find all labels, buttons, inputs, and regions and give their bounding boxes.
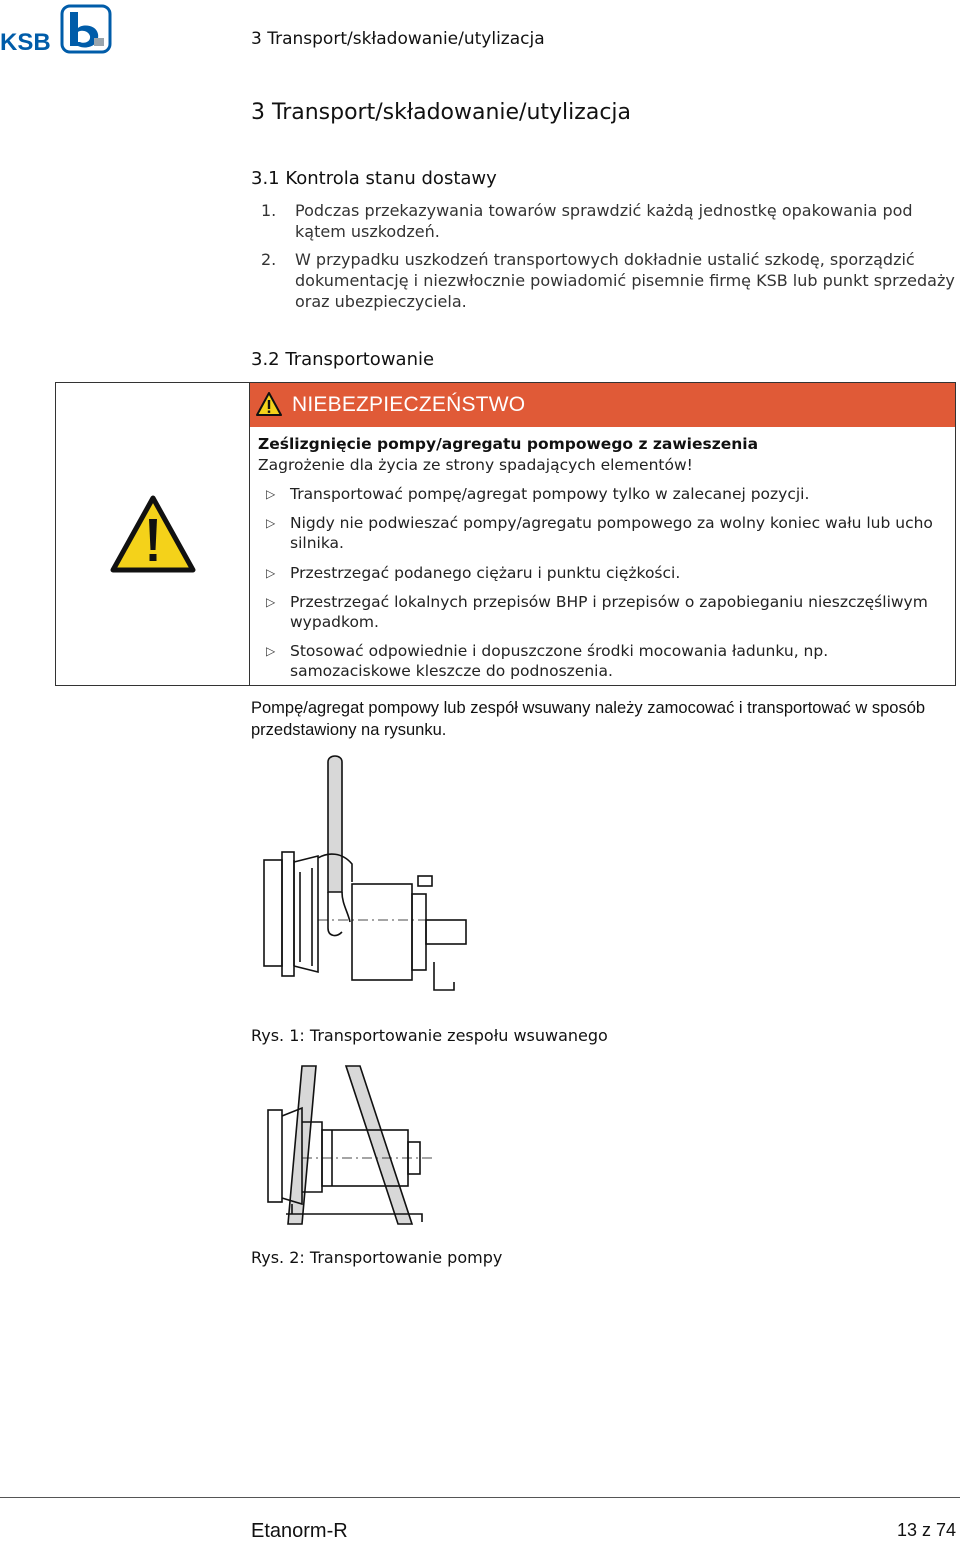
warning-bullet [258, 513, 948, 553]
ksb-logo-text: KSB [0, 29, 51, 54]
triangle-bullet-icon: ▷ [266, 595, 276, 609]
figure-2-caption-text: Transportowanie pompy [309, 1248, 503, 1267]
warning-bullet [258, 641, 948, 681]
triangle-bullet-icon: ▷ [266, 566, 276, 580]
figure-2-caption [251, 1248, 502, 1267]
figure-1-drawing [258, 752, 478, 1026]
triangle-bullet-icon: ▷ [266, 644, 276, 658]
large-warning-triangle-icon [110, 495, 196, 577]
warning-bullet-text: Stosować odpowiednie i dopuszczone środki mocowania ładunku, np. samozaciskowe kleszcze do podnoszenia. [290, 642, 829, 680]
section-title-transport: 3.2 Transportowanie [251, 349, 435, 370]
warning-subheading: Zagrożenie dla życia ze strony spadających elementów! [258, 456, 693, 474]
list-item-number: 2. [261, 250, 277, 269]
section-title-delivery-check: 3.1 Kontrola stanu dostawy [251, 168, 497, 189]
figure-2-drawing [262, 1064, 442, 1248]
list-item [251, 249, 955, 315]
figure-1-label: Rys. 1: [251, 1026, 305, 1045]
warning-bullet [258, 484, 948, 504]
small-warning-triangle-icon [256, 392, 282, 420]
instruction-paragraph: Pompę/agregat pompowy lub zespół wsuwany należy zamocować i transportować w sposób przedstawiony na rysunku. [251, 699, 926, 739]
warning-heading: Ześlizgnięcie pompy/agregatu pompowego z zawieszenia [258, 435, 759, 453]
chapter-title: 3 Transport/składowanie/utylizacja [251, 100, 632, 125]
list-item-text: W przypadku uszkodzeń transportowych dokładnie ustalić szkodę, sporządzić dokumentację i niezwłocznie powiadomić pisemnie firmę KSB lub punkt sprzedaży oraz ubezpieczyciela. [295, 250, 955, 311]
list-item [251, 200, 951, 244]
warning-bullet [258, 592, 948, 632]
warning-bullet-text: Przestrzegać lokalnych przepisów BHP i przepisów o zapobieganiu nieszczęśliwym wypadkom. [290, 593, 928, 631]
warning-bullet-text: Nigdy nie podwieszać pompy/agregatu pompowego za wolny koniec wału lub ucho silnika. [290, 514, 933, 552]
list-item-number: 1. [261, 201, 277, 220]
triangle-bullet-icon: ▷ [266, 516, 276, 530]
figure-1-caption-text: Transportowanie zespołu wsuwanego [309, 1026, 608, 1045]
figure-2-label: Rys. 2: [251, 1248, 305, 1267]
triangle-bullet-icon: ▷ [266, 487, 276, 501]
warning-bullet-text: Transportować pompę/agregat pompowy tylko w zalecanej pozycji. [290, 485, 810, 503]
warning-divider [249, 382, 250, 686]
running-header: 3 Transport/składowanie/utylizacja [251, 29, 545, 49]
footer-divider [0, 1497, 960, 1498]
footer-product-name: Etanorm-R [251, 1520, 348, 1542]
warning-bullet-text: Przestrzegać podanego ciężaru i punktu ciężkości. [290, 564, 681, 582]
footer-page-number: 13 z 74 [896, 1520, 956, 1540]
warning-bullet [258, 563, 948, 583]
warning-signal-word: NIEBEZPIECZEŃSTWO [292, 393, 526, 416]
ksb-logo [0, 2, 115, 54]
figure-1-caption [251, 1026, 608, 1045]
list-item-text: Podczas przekazywania towarów sprawdzić każdą jednostkę opakowania pod kątem uszkodzeń. [295, 201, 913, 241]
